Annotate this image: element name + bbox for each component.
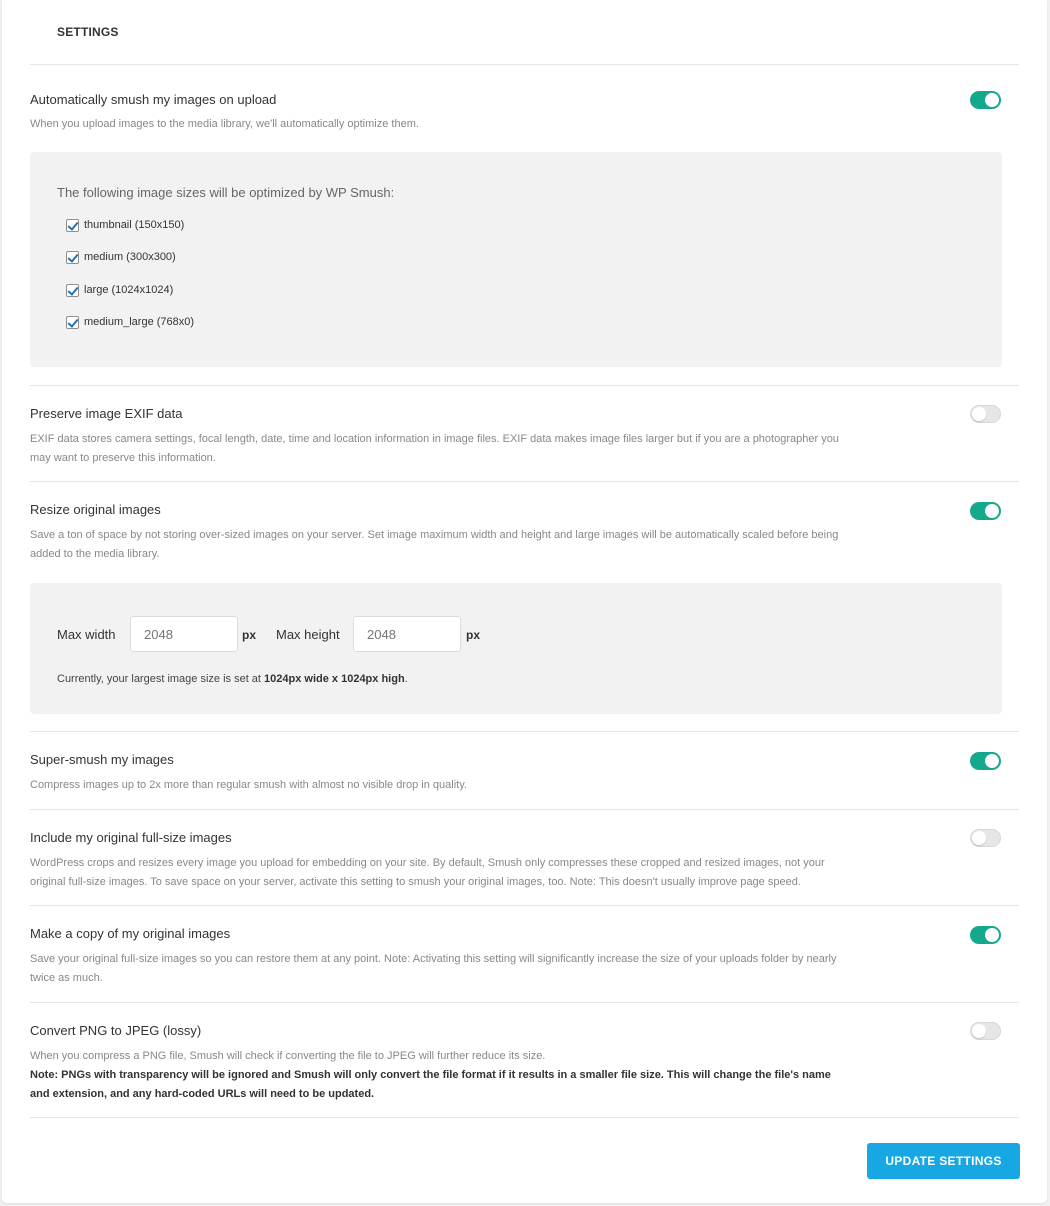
max-height-label: Max height	[276, 627, 340, 642]
setting-description: Save your original full-size images so you can restore them at any point. Note: Activating this setting will significantly increase the size of your uploads folder by nearly twice as much.	[30, 953, 837, 984]
setting-description: Compress images up to 2x more than regular smush with almost no visible drop in quality.	[30, 779, 467, 791]
size-label: medium_large (768x0)	[84, 316, 195, 328]
setting-title: Super-smush my images	[30, 752, 174, 767]
checkbox-checked[interactable]	[66, 251, 79, 264]
setting-png-to-jpg	[30, 1003, 1019, 1118]
max-width-input[interactable]	[130, 616, 238, 652]
card-header	[30, 0, 1019, 65]
image-sizes-heading: The following image sizes will be optimized by WP Smush:	[57, 185, 395, 200]
exif-toggle[interactable]	[970, 405, 1001, 423]
checkbox-checked[interactable]	[66, 284, 79, 297]
toggle-knob	[985, 928, 999, 942]
setting-title: Make a copy of my original images	[30, 926, 231, 941]
toggle-knob	[985, 93, 999, 107]
backup-toggle[interactable]	[970, 926, 1001, 944]
setting-description-text: When you compress a PNG file, Smush will check if converting the file to JPEG will further reduce its size.	[30, 1050, 546, 1062]
note-prefix: Currently, your largest image size is set at	[57, 673, 265, 685]
setting-title: Preserve image EXIF data	[30, 406, 183, 421]
toggle-knob	[985, 754, 999, 768]
setting-backup	[30, 906, 1019, 1003]
max-height-input[interactable]	[353, 616, 461, 652]
checkbox-checked[interactable]	[66, 316, 79, 329]
toggle-knob	[972, 407, 986, 421]
size-label: large (1024x1024)	[84, 284, 174, 296]
max-width-label: Max width	[57, 627, 116, 642]
size-label: medium (300x300)	[84, 251, 176, 263]
page-title: SETTINGS	[57, 25, 119, 39]
note-suffix: .	[404, 673, 408, 685]
setting-resize	[30, 482, 1019, 732]
auto-smush-toggle[interactable]	[970, 91, 1001, 109]
max-width-unit: px	[242, 628, 257, 642]
setting-description: EXIF data stores camera settings, focal length, date, time and location information in image files. EXIF data makes image files larger but if you are a photographer you may want to preserve this information.	[30, 433, 839, 464]
toggle-knob	[972, 831, 986, 845]
resize-toggle[interactable]	[970, 502, 1001, 520]
original-toggle[interactable]	[970, 829, 1001, 847]
setting-title: Include my original full-size images	[30, 830, 232, 845]
resize-panel	[30, 583, 1002, 714]
setting-title: Convert PNG to JPEG (lossy)	[30, 1023, 202, 1038]
checkbox-checked[interactable]	[66, 219, 79, 232]
setting-description: When you upload images to the media library, we'll automatically optimize them.	[30, 118, 419, 130]
setting-title: Automatically smush my images on upload	[30, 92, 277, 107]
png-to-jpg-toggle[interactable]	[970, 1022, 1001, 1040]
super-smush-toggle[interactable]	[970, 752, 1001, 770]
setting-auto-smush	[30, 65, 1019, 386]
largest-size-note	[57, 673, 408, 685]
size-label: thumbnail (150x150)	[84, 219, 185, 231]
setting-original	[30, 810, 1019, 906]
image-sizes-panel	[30, 152, 1002, 367]
setting-description: WordPress crops and resizes every image you upload for embedding on your site. By default, Smush only compresses these cropped and resized images, not your original full-size images. To save space on your server, activate this setting to smush your original images, too. Note: This doesn't usually improve page speed.	[30, 857, 825, 888]
setting-description: Save a ton of space by not storing over-sized images on your server. Set image maximum width and height and large images will be automatically scaled before being added to the media library.	[30, 529, 839, 560]
settings-card	[2, 0, 1047, 1203]
note-size: 1024px wide x 1024px high	[264, 673, 405, 685]
toggle-knob	[985, 504, 999, 518]
toggle-knob	[972, 1024, 986, 1038]
max-height-unit: px	[466, 628, 481, 642]
setting-description	[30, 1047, 845, 1104]
update-settings-button[interactable]: UPDATE SETTINGS	[867, 1143, 1020, 1179]
setting-title: Resize original images	[30, 502, 161, 517]
setting-exif	[30, 386, 1019, 482]
setting-super-smush	[30, 732, 1019, 810]
setting-note: Note: PNGs with transparency will be ignored and Smush will only convert the file format if it results in a smaller file size. This will change the file's name and extension, and any hard-coded URLs will need to be updated.	[30, 1069, 831, 1100]
